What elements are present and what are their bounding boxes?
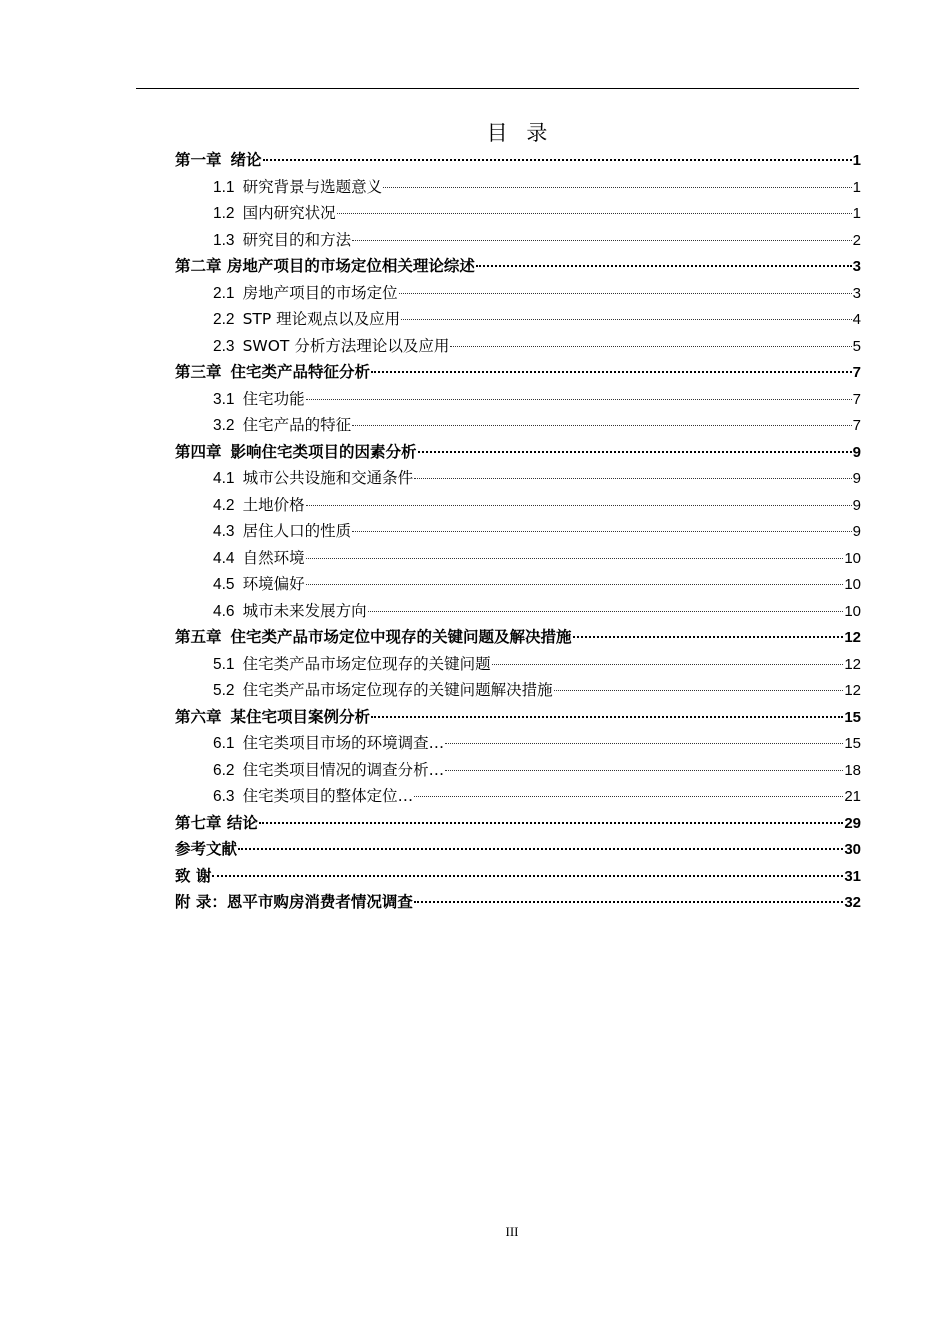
toc-entry-title: 住宅类产品市场定位现存的关键问题解决措施	[242, 681, 553, 699]
toc-chapter-entry[interactable]	[175, 810, 861, 837]
toc-entry-number: 4.6	[213, 602, 235, 620]
toc-entry-title: 住宅产品的特征	[242, 416, 352, 434]
toc-entry-title: 第七章 结论	[175, 813, 258, 832]
toc-section-entry[interactable]	[175, 492, 861, 519]
toc-dot-leader	[573, 634, 844, 638]
toc-dot-leader	[445, 742, 843, 745]
toc-entry-number: 4.5	[213, 576, 235, 593]
toc-section-entry[interactable]	[175, 306, 861, 333]
toc-section-entry[interactable]	[175, 174, 861, 201]
toc-entry-title: 参考文献	[175, 840, 238, 858]
toc-entry-number: 6.2	[213, 761, 235, 779]
toc-entry-title: 研究目的和方法	[242, 230, 352, 249]
header-rule	[136, 88, 859, 89]
toc-entry-title: 城市未来发展方向	[242, 601, 367, 620]
toc-dot-leader	[306, 397, 852, 400]
toc-entry-title: 绪论	[230, 151, 262, 169]
toc-entry-page-number: 4	[852, 311, 861, 328]
toc-section-entry[interactable]	[175, 280, 861, 307]
toc-entry-title: 住宅类产品市场定位中现存的关键问题及解决措施	[230, 628, 572, 646]
toc-section-entry[interactable]	[175, 518, 861, 545]
toc-entry-number: 2.2	[213, 311, 235, 328]
toc-section-entry[interactable]	[175, 677, 861, 704]
toc-entry-page-number: 5	[852, 337, 861, 355]
toc-entry-page-number: 29	[844, 814, 861, 832]
toc-entry-page-number: 2	[852, 231, 861, 249]
toc-section-entry[interactable]	[175, 598, 861, 625]
toc-entry-page-number: 9	[852, 523, 861, 540]
toc-section-entry[interactable]	[175, 783, 861, 810]
toc-chapter-entry[interactable]	[175, 704, 861, 731]
toc-entry-page-number: 1	[852, 152, 861, 169]
toc-entry-title: 城市公共设施和交通条件	[242, 469, 414, 487]
toc-entry-title: 房地产项目的市场定位	[242, 283, 398, 302]
toc-entry-title: 自然环境	[242, 548, 305, 567]
toc-entry-number: 6.3	[213, 788, 235, 805]
toc-entry-page-number: 15	[844, 708, 861, 726]
toc-chapter-entry[interactable]	[175, 889, 861, 916]
toc-entry-page-number: 7	[852, 417, 861, 434]
toc-entry-title: 国内研究状况	[242, 204, 336, 222]
toc-entry-page-number: 21	[844, 788, 861, 805]
toc-entry-number: 1.2	[213, 205, 235, 222]
toc-section-entry[interactable]	[175, 757, 861, 784]
toc-chapter-entry[interactable]	[175, 624, 861, 651]
toc-entry-page-number: 10	[844, 602, 861, 620]
toc-chapter-entry[interactable]	[175, 863, 861, 890]
toc-entry-number: 4.3	[213, 523, 235, 540]
toc-section-entry[interactable]	[175, 651, 861, 678]
toc-section-entry[interactable]	[175, 571, 861, 598]
toc-entry-number: 2.1	[213, 284, 235, 302]
toc-chapter-entry[interactable]	[175, 253, 861, 280]
toc-list	[175, 147, 861, 916]
toc-entry-page-number: 18	[844, 761, 861, 779]
toc-entry-page-number: 1	[852, 178, 861, 196]
toc-dot-leader	[476, 263, 852, 267]
toc-dot-leader	[414, 477, 852, 480]
toc-dot-leader	[418, 449, 852, 453]
toc-entry-page-number: 10	[844, 549, 861, 567]
toc-chapter-entry[interactable]	[175, 439, 861, 466]
toc-entry-page-number: 10	[844, 576, 861, 593]
toc-entry-title: 致 谢	[175, 866, 212, 885]
toc-section-entry[interactable]	[175, 333, 861, 360]
toc-section-entry[interactable]	[175, 545, 861, 572]
toc-dot-leader	[259, 820, 843, 824]
toc-entry-number: 3.1	[213, 390, 235, 408]
toc-entry-page-number: 30	[844, 841, 861, 858]
toc-dot-leader	[238, 846, 843, 850]
toc-dot-leader	[383, 185, 852, 188]
toc-dot-leader	[352, 530, 852, 533]
toc-dot-leader	[306, 583, 844, 586]
toc-entry-number: 4.1	[213, 470, 235, 487]
toc-entry-title: 住宅类产品特征分析	[230, 363, 371, 381]
toc-dot-leader	[401, 318, 852, 321]
toc-entry-number: 4.2	[213, 496, 235, 514]
toc-entry-page-number: 31	[844, 867, 861, 885]
toc-entry-page-number: 3	[852, 258, 861, 275]
toc-title: 目 录	[486, 121, 554, 145]
toc-entry-title: 住宅类项目的整体定位…	[242, 787, 414, 805]
toc-entry-number: 5.1	[213, 655, 235, 673]
toc-entry-title: 第二章 房地产项目的市场定位相关理论综述	[175, 257, 475, 275]
toc-dot-leader	[371, 369, 852, 373]
toc-entry-number: 第四章	[175, 442, 222, 461]
toc-entry-page-number: 7	[852, 390, 861, 408]
toc-dot-leader	[371, 714, 843, 718]
toc-entry-title: 影响住宅类项目的因素分析	[230, 442, 417, 461]
toc-entry-title: 研究背景与选题意义	[242, 177, 383, 196]
toc-section-entry[interactable]	[175, 200, 861, 227]
toc-entry-number: 第三章	[175, 363, 222, 381]
toc-entry-number: 1.3	[213, 231, 235, 249]
toc-entry-title: 住宅类产品市场定位现存的关键问题	[242, 654, 491, 673]
toc-section-entry[interactable]	[175, 465, 861, 492]
toc-entry-page-number: 12	[844, 655, 861, 673]
toc-entry-number: 5.2	[213, 682, 235, 699]
toc-entry-title: 住宅类项目情况的调查分析…	[242, 760, 445, 779]
toc-entry-number: 6.1	[213, 735, 235, 752]
toc-entry-page-number: 1	[852, 205, 861, 222]
toc-dot-leader	[337, 212, 852, 215]
toc-entry-number: 1.1	[213, 178, 235, 196]
toc-entry-title: SWOT 分析方法理论以及应用	[242, 336, 450, 355]
toc-entry-page-number: 32	[844, 894, 861, 911]
toc-dot-leader	[492, 662, 844, 665]
toc-dot-leader	[352, 238, 852, 241]
toc-entry-number: 3.2	[213, 417, 235, 434]
toc-dot-leader	[399, 291, 852, 294]
toc-entry-number: 第五章	[175, 628, 222, 646]
toc-dot-leader	[368, 609, 844, 612]
toc-entry-title: 住宅类项目市场的环境调查…	[242, 734, 445, 752]
toc-section-entry[interactable]	[175, 730, 861, 757]
toc-entry-page-number: 12	[844, 629, 861, 646]
toc-dot-leader	[306, 556, 844, 559]
toc-entry-title: 居住人口的性质	[242, 522, 352, 540]
toc-chapter-entry[interactable]	[175, 359, 861, 386]
toc-dot-leader	[554, 689, 844, 692]
toc-dot-leader	[212, 873, 843, 877]
toc-chapter-entry[interactable]	[175, 147, 861, 174]
toc-entry-number: 2.3	[213, 337, 235, 355]
toc-entry-page-number: 9	[852, 443, 861, 461]
toc-dot-leader	[263, 157, 852, 161]
toc-entry-page-number: 3	[852, 284, 861, 302]
toc-entry-page-number: 9	[852, 496, 861, 514]
toc-section-entry[interactable]	[175, 412, 861, 439]
toc-dot-leader	[450, 344, 851, 347]
toc-section-entry[interactable]	[175, 386, 861, 413]
toc-dot-leader	[414, 899, 843, 903]
toc-dot-leader	[306, 503, 852, 506]
toc-dot-leader	[352, 424, 852, 427]
toc-dot-leader	[445, 768, 843, 771]
toc-entry-title: STP 理论观点以及应用	[242, 310, 401, 328]
toc-entry-title: 附 录：恩平市购房消费者情况调查	[175, 893, 413, 911]
toc-entry-title: 土地价格	[242, 495, 305, 514]
toc-entry-title: 环境偏好	[242, 575, 305, 593]
toc-entry-number: 4.4	[213, 549, 235, 567]
toc-section-entry[interactable]	[175, 227, 861, 254]
toc-entry-page-number: 15	[844, 735, 861, 752]
toc-entry-number: 第一章	[175, 151, 222, 169]
toc-dot-leader	[414, 795, 843, 798]
toc-chapter-entry[interactable]	[175, 836, 861, 863]
toc-entry-page-number: 12	[844, 682, 861, 699]
page-number: III	[505, 1224, 519, 1239]
toc-entry-number: 第六章	[175, 707, 222, 726]
toc-entry-page-number: 9	[852, 470, 861, 487]
toc-entry-title: 某住宅项目案例分析	[230, 707, 371, 726]
toc-entry-title: 住宅功能	[242, 389, 305, 408]
toc-entry-page-number: 7	[852, 364, 861, 381]
